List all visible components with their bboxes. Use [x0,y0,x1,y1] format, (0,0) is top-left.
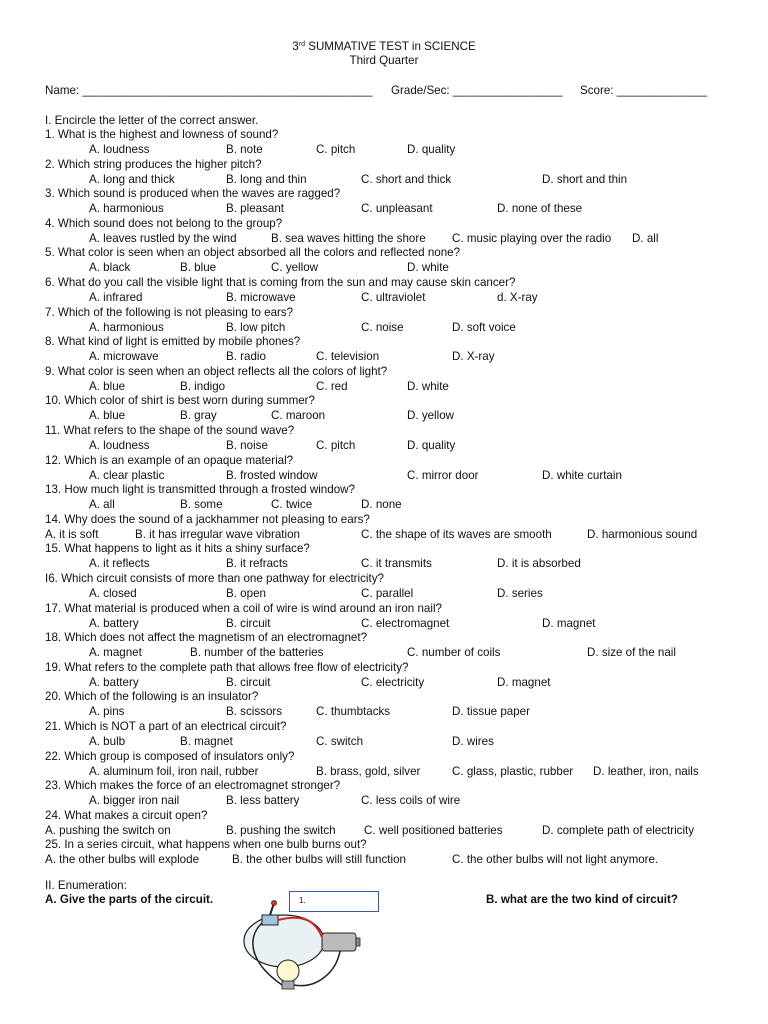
question-15-choice-a[interactable]: A. it reflects [89,556,150,570]
question-15-choice-c[interactable]: C. it transmits [361,556,432,570]
question-21-choice-b[interactable]: B. magnet [180,734,233,748]
question-16-choice-a[interactable]: A. closed [89,586,137,600]
question-5-choice-c[interactable]: C. yellow [271,260,319,274]
question-22-choice-b[interactable]: B. brass, gold, silver [316,764,421,778]
question-3-choice-b[interactable]: B. pleasant [226,201,285,215]
question-13-choice-c[interactable]: C. twice [271,497,313,511]
question-8-choice-a[interactable]: A. microwave [89,349,159,363]
question-22: 22. Which group is composed of insulators only? [45,750,295,763]
question-22-choice-c[interactable]: C. glass, plastic, rubber [452,764,574,778]
answer-box-label: 1. [299,896,306,905]
question-9-choice-b[interactable]: B. indigo [180,379,226,393]
question-16: I6. Which circuit consists of more than one pathway for electricity? [45,572,384,585]
question-23-choice-c[interactable]: C. less coils of wire [361,793,461,807]
battery-terminal [356,938,360,946]
question-16-choice-c[interactable]: C. parallel [361,586,414,600]
question-18-choice-a[interactable]: A. magnet [89,645,142,659]
question-13-choice-a[interactable]: A. all [89,497,115,511]
question-10-choice-a[interactable]: A. blue [89,408,126,422]
question-24-choice-a[interactable]: A. pushing the switch on [45,823,171,837]
question-4-choice-a[interactable]: A. leaves rustled by the wind [89,231,237,245]
question-16-choice-d[interactable]: D. series [497,586,543,600]
question-17-choice-b[interactable]: B. circuit [226,616,271,630]
question-7-choice-d[interactable]: D. soft voice [452,320,516,334]
score-field: Score: ______________ [580,84,707,97]
question-21-choice-d[interactable]: D. wires [452,734,494,748]
question-20: 20. Which of the following is an insulator? [45,690,259,703]
question-6-choice-c[interactable]: C. ultraviolet [361,290,426,304]
question-24-choice-b[interactable]: B. pushing the switch [226,823,336,837]
question-1-choice-d[interactable]: D. quality [407,142,456,156]
question-6-choice-d[interactable]: d. X-ray [497,290,538,304]
question-7-choice-b[interactable]: B. low pitch [226,320,286,334]
question-12-choice-b[interactable]: B. frosted window [226,468,318,482]
question-18-choice-d[interactable]: D. size of the nail [587,645,676,659]
question-22-choice-d[interactable]: D. leather, iron, nails [593,764,699,778]
bulb-icon [277,960,299,982]
question-14-choice-c[interactable]: C. the shape of its waves are smooth [361,527,552,541]
question-17: 17. What material is produced when a coil of wire is wind around an iron nail? [45,602,442,615]
question-1-choice-a[interactable]: A. loudness [89,142,150,156]
question-2-choice-c[interactable]: C. short and thick [361,172,452,186]
question-2-choice-b[interactable]: B. long and thin [226,172,307,186]
question-6: 6. What do you call the visible light that is coming from the sun and may cause skin cancer? [45,276,516,289]
question-14-choice-b[interactable]: B. it has irregular wave vibration [135,527,300,541]
question-4-choice-d[interactable]: D. all [632,231,659,245]
question-4-choice-c[interactable]: C. music playing over the radio [452,231,612,245]
question-3-choice-c[interactable]: C. unpleasant [361,201,433,215]
question-2-choice-a[interactable]: A. long and thick [89,172,175,186]
question-1-choice-c[interactable]: C. pitch [316,142,356,156]
question-24-choice-c[interactable]: C. well positioned batteries [364,823,503,837]
question-20-choice-c[interactable]: C. thumbtacks [316,704,391,718]
question-20-choice-a[interactable]: A. pins [89,704,125,718]
question-13: 13. How much light is transmitted through a frosted window? [45,483,355,496]
section-1-instruction: I. Encircle the letter of the correct answer. [45,114,259,127]
question-17-choice-a[interactable]: A. battery [89,616,139,630]
question-10-choice-c[interactable]: C. maroon [271,408,326,422]
question-18: 18. Which does not affect the magnetism of an electromagnet? [45,631,368,644]
question-7-choice-a[interactable]: A. harmonious [89,320,164,334]
question-4: 4. Which sound does not belong to the group? [45,217,283,230]
question-23: 23. Which makes the force of an electromagnet stronger? [45,779,341,792]
question-9-choice-a[interactable]: A. blue [89,379,126,393]
question-6-choice-a[interactable]: A. infrared [89,290,143,304]
battery-icon [322,933,356,951]
question-25-choice-c[interactable]: C. the other bulbs will not light anymore. [452,852,659,866]
question-2: 2. Which string produces the higher pitch? [45,158,262,171]
question-19-choice-b[interactable]: B. circuit [226,675,271,689]
question-7-choice-c[interactable]: C. noise [361,320,404,334]
test-subtitle: Third Quarter [349,54,419,67]
question-5: 5. What color is seen when an object absorbed all the colors and reflected none? [45,246,461,259]
bulb-socket [282,981,294,989]
question-20-choice-b[interactable]: B. scissors [226,704,283,718]
question-12: 12. Which is an example of an opaque material? [45,454,294,467]
question-18-choice-c[interactable]: C. number of coils [407,645,501,659]
question-11-choice-b[interactable]: B. noise [226,438,268,452]
part-a-prompt: A. Give the parts of the circuit. [45,893,214,906]
question-23-choice-a[interactable]: A. bigger iron nail [89,793,180,807]
name-field[interactable]: Name: _____________________________________________ [45,84,373,97]
question-2-choice-d[interactable]: D. short and thin [542,172,628,186]
section-2-heading: II. Enumeration: [45,879,127,892]
question-3-choice-d[interactable]: D. none of these [497,201,583,215]
question-9-choice-c[interactable]: C. red [316,379,348,393]
question-23-choice-b[interactable]: B. less battery [226,793,300,807]
grade-section-field[interactable]: Grade/Sec: _________________ [391,84,563,97]
question-4-choice-b[interactable]: B. sea waves hitting the shore [271,231,426,245]
question-11-choice-d[interactable]: D. quality [407,438,456,452]
question-9: 9. What color is seen when an object reflects all the colors of light? [45,365,388,378]
question-25: 25. In a series circuit, what happens when one bulb burns out? [45,838,367,851]
question-13-choice-d[interactable]: D. none [361,497,402,511]
question-10-choice-d[interactable]: D. yellow [407,408,455,422]
question-17-choice-c[interactable]: C. electromagnet [361,616,450,630]
question-14-choice-d[interactable]: D. harmonious sound [587,527,698,541]
question-19: 19. What refers to the complete path that allows free flow of electricity? [45,661,409,674]
question-25-choice-b[interactable]: B. the other bulbs will still function [232,852,406,866]
question-8: 8. What kind of light is emitted by mobile phones? [45,335,301,348]
question-5-choice-b[interactable]: B. blue [180,260,217,274]
question-3-choice-a[interactable]: A. harmonious [89,201,164,215]
question-11: 11. What refers to the shape of the sound wave? [45,424,295,437]
question-10: 10. Which color of shirt is best worn during summer? [45,394,315,407]
question-14: 14. Why does the sound of a jackhammer not pleasing to ears? [45,513,370,526]
question-24-choice-d[interactable]: D. complete path of electricity [542,823,695,837]
test-title: 3rd SUMMATIVE TEST in SCIENCE [292,40,476,53]
question-15-choice-d[interactable]: D. it is absorbed [497,556,581,570]
question-15-choice-b[interactable]: B. it refracts [226,556,288,570]
question-14-choice-a[interactable]: A. it is soft [45,527,99,541]
question-8-choice-b[interactable]: B. radio [226,349,266,363]
question-8-choice-c[interactable]: C. television [316,349,380,363]
question-19-choice-c[interactable]: C. electricity [361,675,425,689]
question-21: 21. Which is NOT a part of an electrical circuit? [45,720,287,733]
question-7: 7. Which of the following is not pleasing to ears? [45,306,294,319]
question-21-choice-c[interactable]: C. switch [316,734,364,748]
question-6-choice-b[interactable]: B. microwave [226,290,296,304]
switch-icon [262,915,278,925]
question-21-choice-a[interactable]: A. bulb [89,734,126,748]
question-18-choice-b[interactable]: B. number of the batteries [190,645,324,659]
part-b-prompt: B. what are the two kind of circuit? [486,893,678,906]
question-11-choice-a[interactable]: A. loudness [89,438,150,452]
question-1: 1. What is the highest and lowness of sound? [45,128,279,141]
question-22-choice-a[interactable]: A. aluminum foil, iron nail, rubber [89,764,259,778]
question-5-choice-d[interactable]: D. white [407,260,449,274]
question-19-choice-a[interactable]: A. battery [89,675,139,689]
question-11-choice-c[interactable]: C. pitch [316,438,356,452]
switch-knob [272,901,277,906]
question-12-choice-a[interactable]: A. clear plastic [89,468,165,482]
question-24: 24. What makes a circuit open? [45,809,208,822]
question-3: 3. Which sound is produced when the waves are ragged? [45,187,341,200]
question-16-choice-b[interactable]: B. open [226,586,266,600]
question-9-choice-d[interactable]: D. white [407,379,449,393]
question-15: 15. What happens to light as it hits a shiny surface? [45,542,310,555]
question-20-choice-d[interactable]: D. tissue paper [452,704,530,718]
circuit-diagram [236,893,366,1005]
question-12-choice-c[interactable]: C. mirror door [407,468,479,482]
question-10-choice-b[interactable]: B. gray [180,408,217,422]
question-12-choice-d[interactable]: D. white curtain [542,468,622,482]
question-25-choice-a[interactable]: A. the other bulbs will explode [45,852,200,866]
question-5-choice-a[interactable]: A. black [89,260,131,274]
question-17-choice-d[interactable]: D. magnet [542,616,596,630]
question-19-choice-d[interactable]: D. magnet [497,675,551,689]
question-13-choice-b[interactable]: B. some [180,497,223,511]
question-8-choice-d[interactable]: D. X-ray [452,349,495,363]
question-1-choice-b[interactable]: B. note [226,142,263,156]
